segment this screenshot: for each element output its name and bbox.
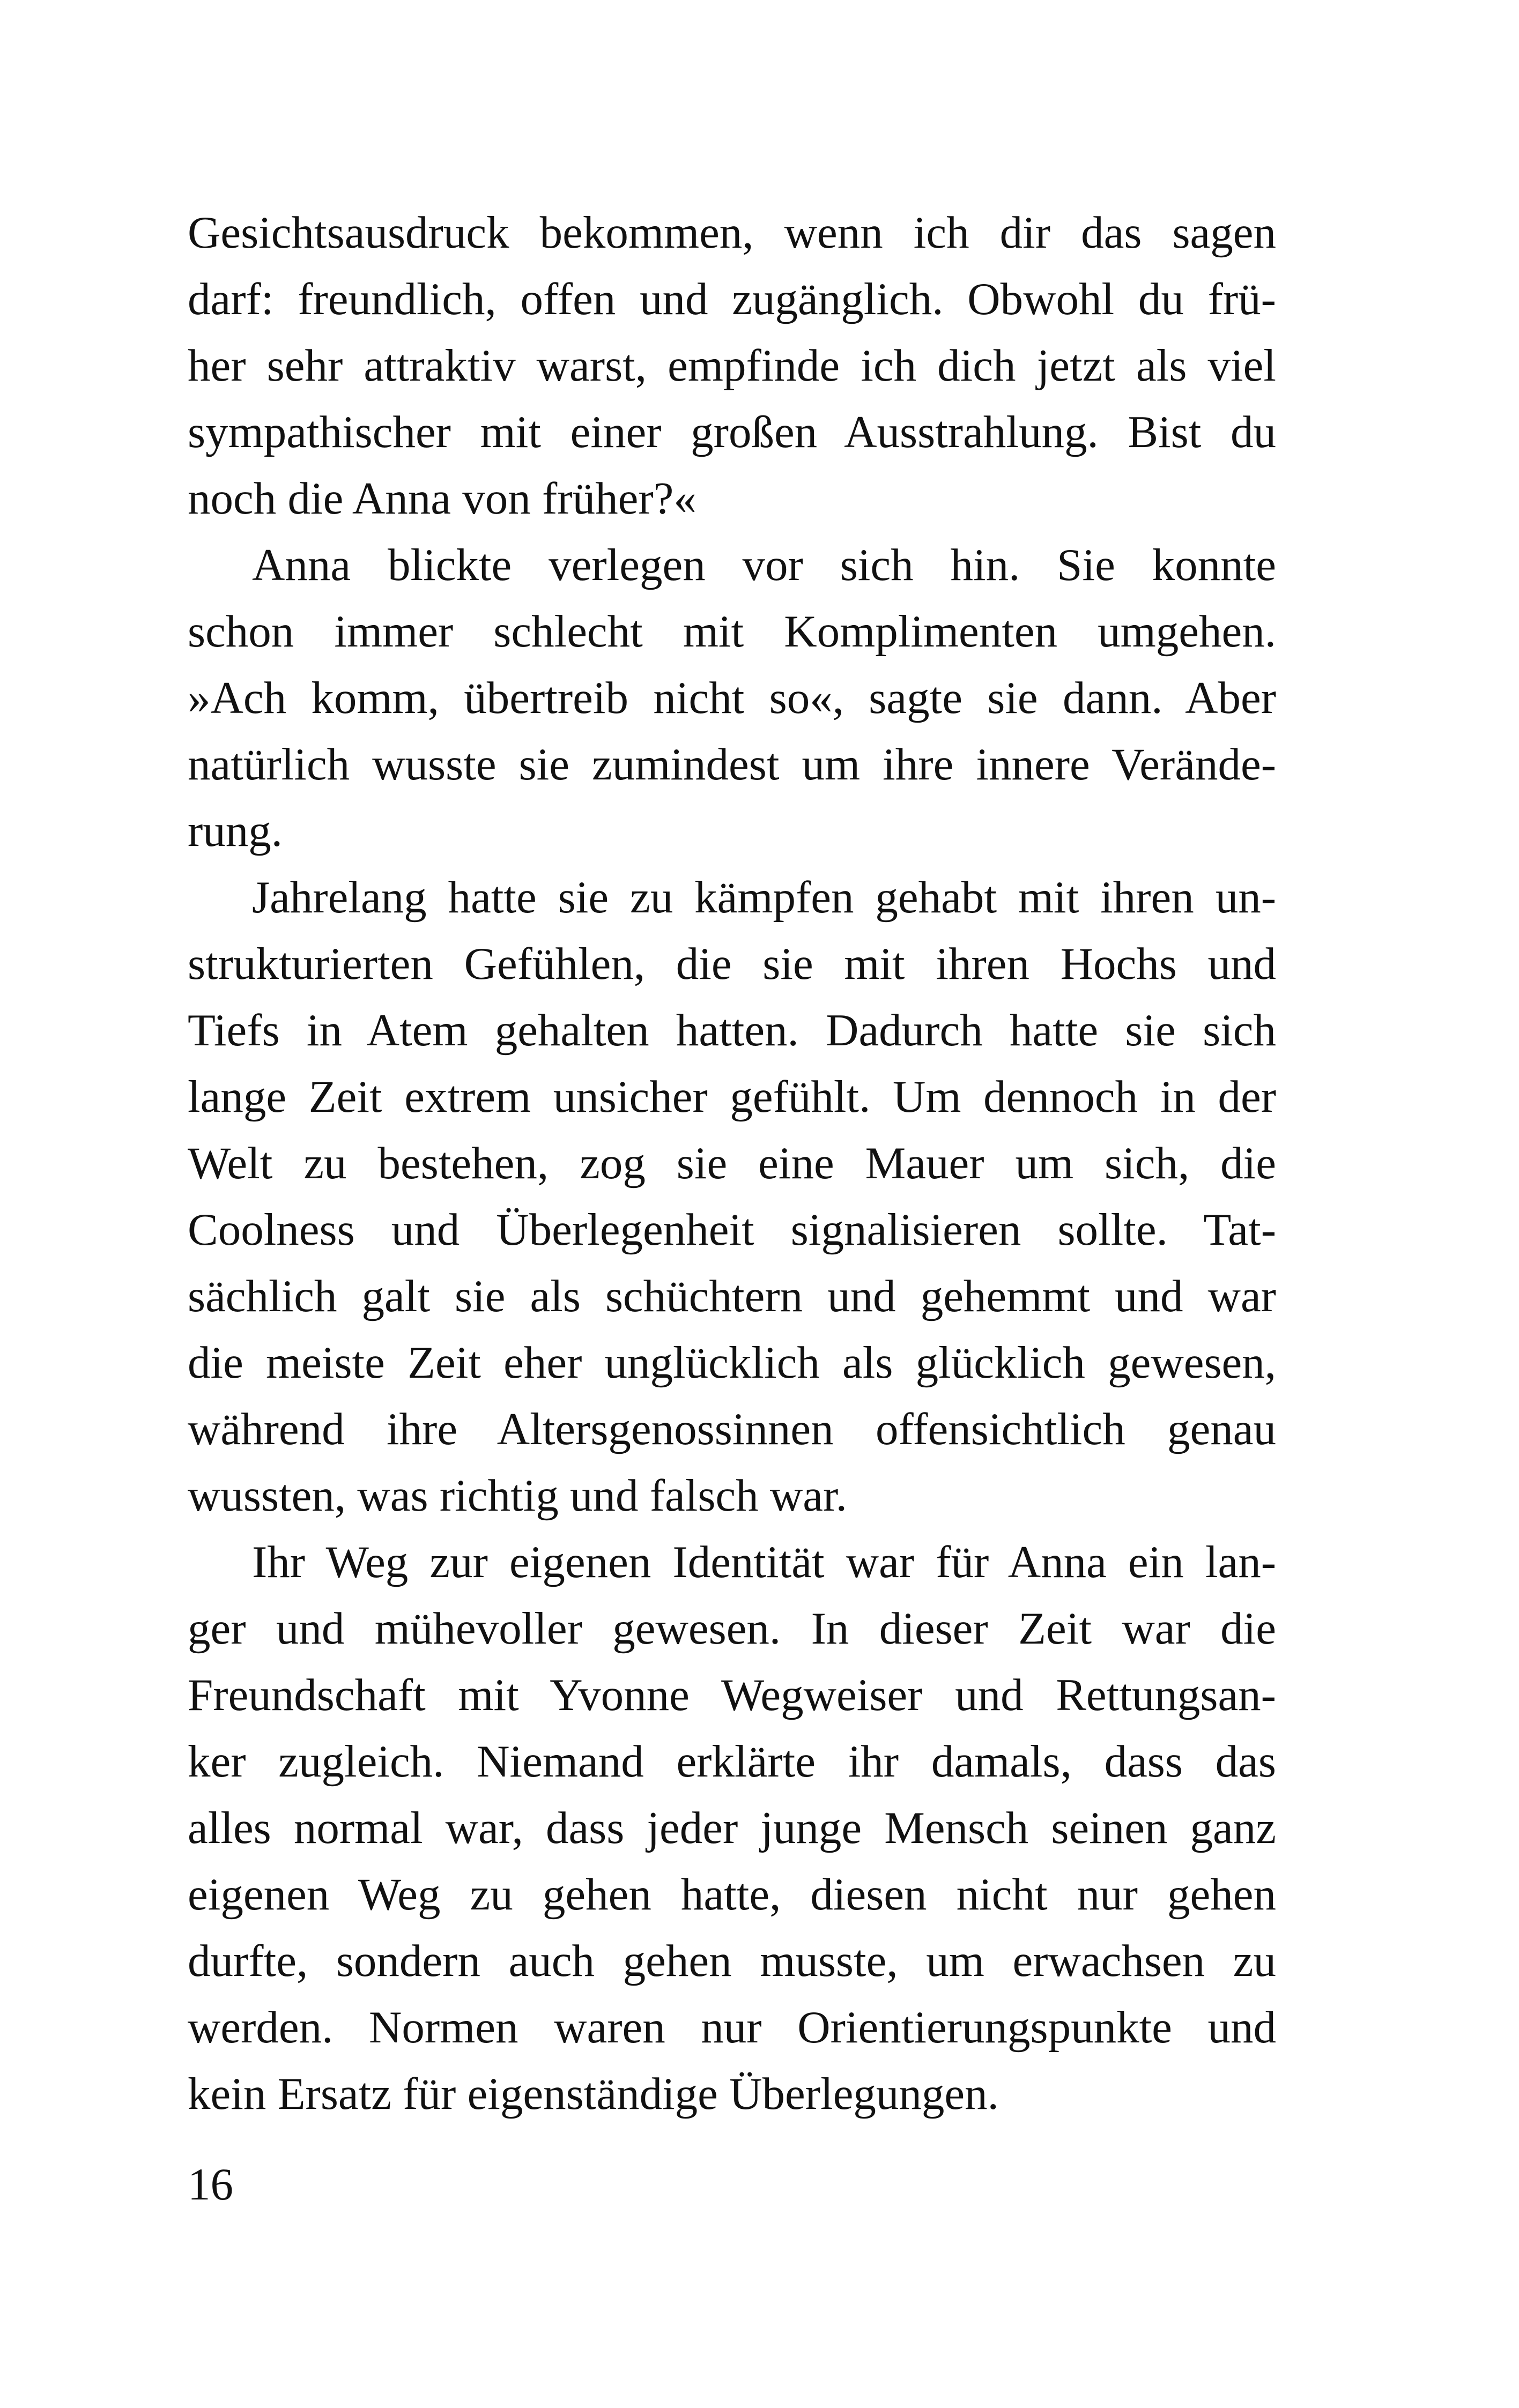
text-line: rung. (188, 806, 283, 856)
text-line: die meiste Zeit eher unglücklich als glücklich gewesen, (188, 1337, 1276, 1388)
text-line: strukturierten Gefühlen, die sie mit ihren Hochs und (188, 939, 1276, 989)
text-line: Gesichtsausdruck bekommen, wenn ich dir das sagen (188, 207, 1276, 258)
text-line: durfte, sondern auch gehen musste, um erwachsen zu (188, 1936, 1276, 1986)
text-line: Coolness und Überlegenheit signalisieren sollte. Tat- (188, 1205, 1276, 1255)
paragraph-2 (188, 532, 1276, 864)
paragraph-1 (188, 199, 1276, 532)
text-line: her sehr attraktiv warst, empfinde ich dich jetzt als viel (188, 340, 1276, 391)
text-line: lange Zeit extrem unsicher gefühlt. Um dennoch in der (188, 1072, 1276, 1122)
text-line: Freundschaft mit Yvonne Wegweiser und Rettungsan- (188, 1670, 1276, 1720)
text-line: noch die Anna von früher?« (188, 473, 696, 524)
text-line: sympathischer mit einer großen Ausstrahlung. Bist du (188, 407, 1276, 457)
text-line: alles normal war, dass jeder junge Mensch seinen ganz (188, 1803, 1276, 1853)
text-line: während ihre Altersgenossinnen offensichtlich genau (188, 1404, 1276, 1454)
text-line: natürlich wusste sie zumindest um ihre innere Verände- (188, 739, 1276, 790)
text-line: sächlich galt sie als schüchtern und gehemmt und war (188, 1271, 1276, 1321)
text-line: ger und mühevoller gewesen. In dieser Zeit war die (188, 1603, 1276, 1654)
body-text (188, 199, 1276, 2127)
text-line: Ihr Weg zur eigenen Identität war für Anna ein lan- (252, 1537, 1276, 1587)
paragraph-4 (188, 1529, 1276, 2127)
text-line: Welt zu bestehen, zog sie eine Mauer um sich, die (188, 1138, 1276, 1188)
text-line: Anna blickte verlegen vor sich hin. Sie konnte (252, 540, 1276, 590)
text-line: Jahrelang hatte sie zu kämpfen gehabt mit ihren un- (252, 872, 1276, 923)
text-line: Tiefs in Atem gehalten hatten. Dadurch hatte sie sich (188, 1005, 1276, 1056)
page-number: 16 (188, 2159, 233, 2210)
text-line: kein Ersatz für eigenständige Überlegungen. (188, 2069, 999, 2119)
paragraph-3 (188, 864, 1276, 1529)
text-line: werden. Normen waren nur Orientierungspunkte und (188, 2002, 1276, 2053)
text-line: darf: freundlich, offen und zugänglich. Obwohl du frü- (188, 274, 1276, 324)
text-line: wussten, was richtig und falsch war. (188, 1470, 847, 1521)
text-line: ker zugleich. Niemand erklärte ihr damals, dass das (188, 1736, 1276, 1787)
text-line: eigenen Weg zu gehen hatte, diesen nicht nur gehen (188, 1869, 1276, 1920)
text-line: schon immer schlecht mit Komplimenten umgehen. (188, 606, 1276, 657)
text-line: »Ach komm, übertreib nicht so«, sagte sie dann. Aber (188, 673, 1276, 723)
